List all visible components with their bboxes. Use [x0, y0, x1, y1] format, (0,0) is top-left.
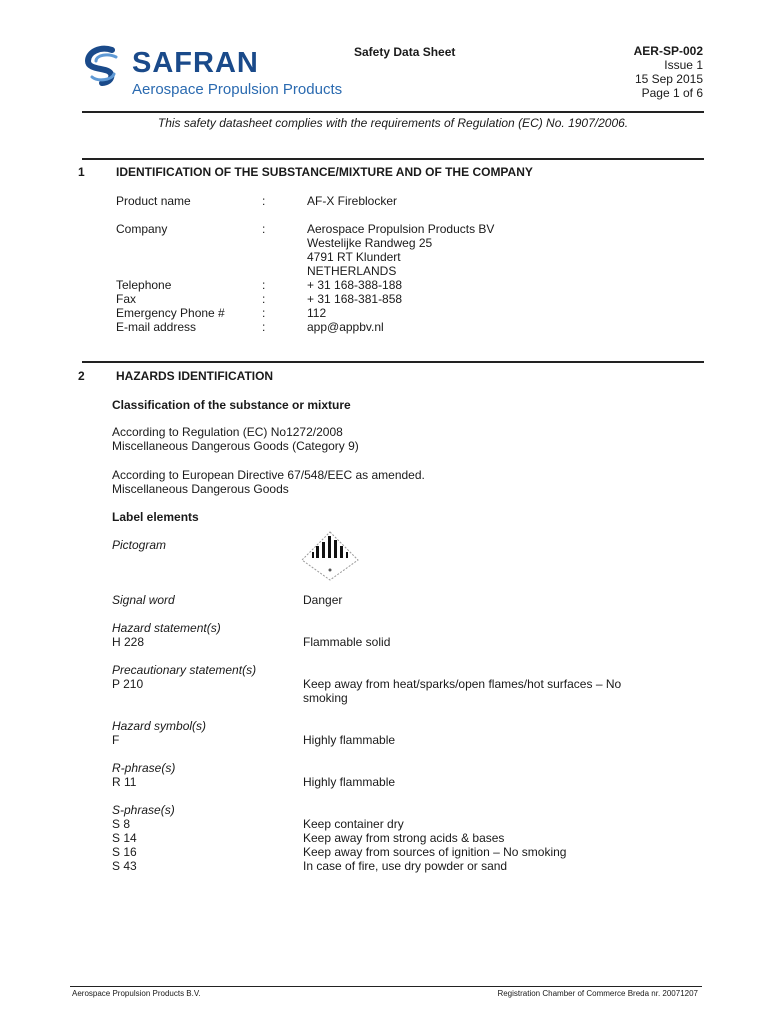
document-meta: [634, 44, 703, 100]
s-phrase-code: S 43: [112, 859, 137, 873]
label-elements-heading: Label elements: [112, 510, 199, 524]
company-label: Company: [116, 222, 168, 236]
compliance-statement: This safety datasheet complies with the requirements of Regulation (EC) No. 1907/2006.: [157, 116, 629, 130]
section-1-number: 1: [78, 165, 85, 179]
product-name-value: AF-X Fireblocker: [307, 194, 398, 208]
telephone-value[interactable]: + 31 168-388-188: [307, 278, 403, 292]
r-phrases-label: R-phrase(s): [112, 761, 176, 775]
s-phrase-code: S 14: [112, 831, 137, 845]
signal-word-label: Signal word: [112, 593, 175, 607]
separator: :: [262, 306, 266, 320]
section-2-divider: [82, 361, 704, 363]
emergency-label: Emergency Phone #: [116, 306, 225, 320]
company-line: Aerospace Propulsion Products BV: [307, 222, 495, 236]
precautionary-statements-label: Precautionary statement(s): [112, 663, 257, 677]
signal-word-value: Danger: [303, 593, 343, 607]
issue-date: 15 Sep 2015: [634, 72, 703, 86]
separator: :: [262, 292, 266, 306]
s-phrase-code: S 8: [112, 817, 131, 831]
class-9-hazard-pictogram-icon: [300, 530, 360, 582]
product-name-label: Product name: [116, 194, 191, 208]
separator: :: [262, 222, 266, 236]
s-phrase-code: S 16: [112, 845, 137, 859]
hazard-statement-code: H 228: [112, 635, 145, 649]
s-phrase-text: Keep away from sources of ignition – No smoking: [303, 845, 567, 859]
email-link[interactable]: app@appbv.nl: [307, 320, 384, 334]
separator: :: [262, 320, 266, 334]
brand-name: SAFRAN: [132, 47, 259, 79]
fax-value: + 31 168-381-858: [307, 292, 403, 306]
fax-label: Fax: [116, 292, 137, 306]
classification-heading: Classification of the substance or mixture: [112, 398, 351, 412]
section-2-title: HAZARDS IDENTIFICATION: [116, 369, 274, 383]
precautionary-statement-text-line-2: smoking: [303, 691, 348, 705]
email-label: E-mail address: [116, 320, 197, 334]
header-divider: [82, 111, 704, 113]
s-phrase-text: In case of fire, use dry powder or sand: [303, 859, 508, 873]
hazard-symbols-label: Hazard symbol(s): [112, 719, 207, 733]
company-line: Westelijke Randweg 25: [307, 236, 433, 250]
precautionary-statement-text-line-1: Keep away from heat/sparks/open flames/hot surfaces – No: [303, 677, 622, 691]
footer-divider: [70, 986, 702, 987]
section-1-title: IDENTIFICATION OF THE SUBSTANCE/MIXTURE AND OF THE COMPANY: [116, 165, 533, 179]
directive-67-text: According to European Directive 67/548/EEC as amended.: [112, 468, 425, 482]
regulation-1272-category: Miscellaneous Dangerous Goods (Category 9): [112, 439, 359, 453]
pictogram-label: Pictogram: [112, 538, 167, 552]
telephone-label: Telephone: [116, 278, 172, 292]
hazard-statements-label: Hazard statement(s): [112, 621, 221, 635]
footer-company: Aerospace Propulsion Products B.V.: [72, 989, 201, 998]
precautionary-statement-code: P 210: [112, 677, 144, 691]
r-phrase-text: Highly flammable: [303, 775, 396, 789]
s-phrase-text: Keep container dry: [303, 817, 404, 831]
hazard-symbol-text: Highly flammable: [303, 733, 396, 747]
company-line: NETHERLANDS: [307, 264, 397, 278]
emergency-value[interactable]: 112: [307, 306, 327, 320]
directive-67-category: Miscellaneous Dangerous Goods: [112, 482, 289, 496]
document-code: AER-SP-002: [633, 44, 703, 58]
footer-registration: Registration Chamber of Commerce Breda nr. 20071207: [497, 989, 698, 998]
regulation-1272-text: According to Regulation (EC) No1272/2008: [112, 425, 343, 439]
company-value: [307, 222, 494, 278]
company-line: 4791 RT Klundert: [307, 250, 401, 264]
separator: :: [262, 194, 266, 208]
safran-logo-icon: [82, 44, 126, 88]
page-number: Page 1 of 6: [641, 86, 703, 100]
hazard-symbol-code: F: [112, 733, 120, 747]
s-phrase-text: Keep away from strong acids & bases: [303, 831, 505, 845]
brand-subtitle: Aerospace Propulsion Products: [132, 81, 343, 98]
section-1-divider: [82, 158, 704, 160]
r-phrase-code: R 11: [112, 775, 137, 789]
separator: :: [262, 278, 266, 292]
hazard-statement-text: Flammable solid: [303, 635, 391, 649]
section-2-number: 2: [78, 369, 85, 383]
issue-number: Issue 1: [664, 58, 703, 72]
document-title: Safety Data Sheet: [354, 45, 456, 59]
s-phrases-label: S-phrase(s): [112, 803, 175, 817]
